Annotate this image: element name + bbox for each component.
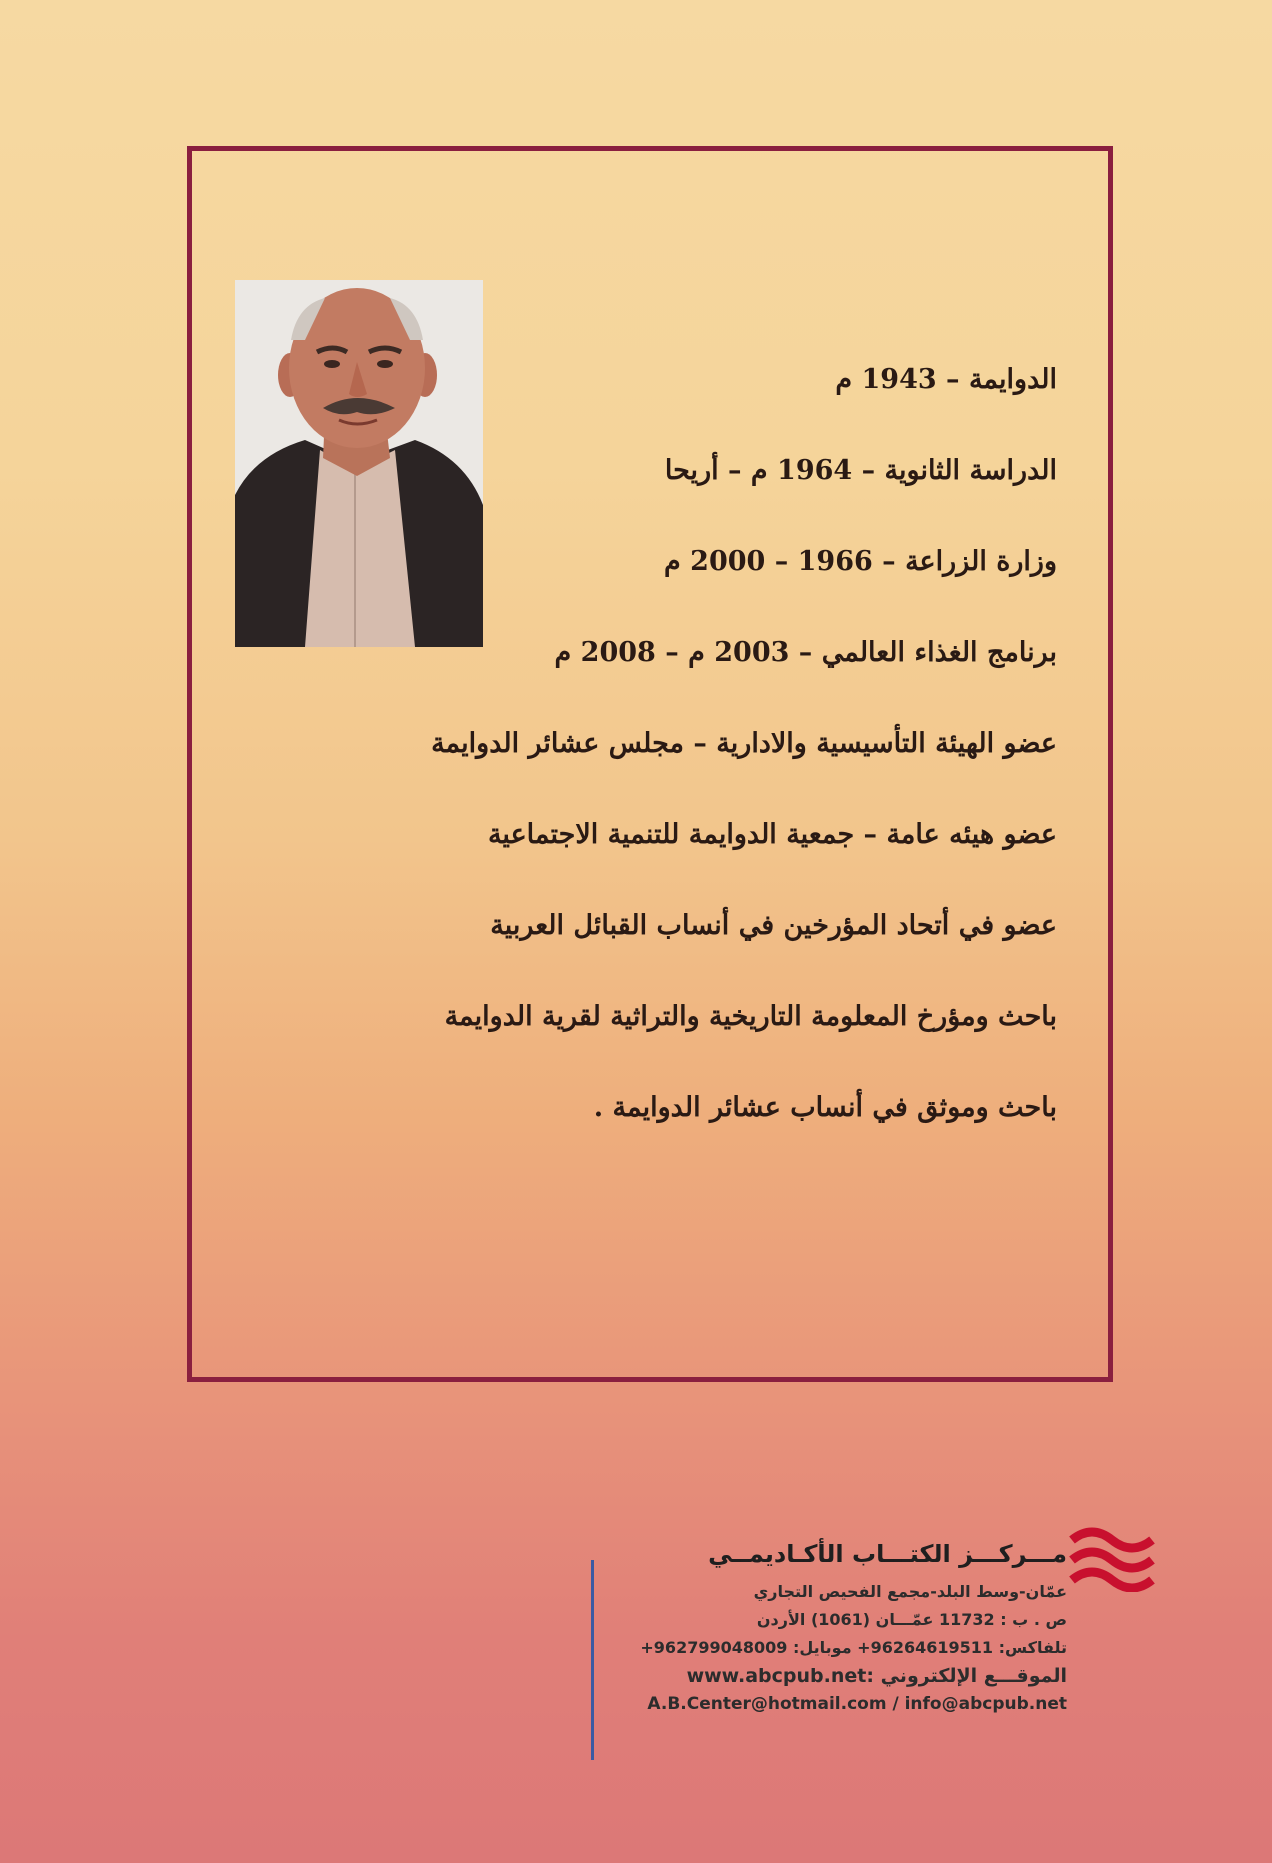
bio-line-society: عضو هيئه عامة – جمعية الدوايمة للتنمية الاجتماعية (487, 819, 1057, 850)
publisher-logo (1068, 1526, 1156, 1592)
bio-line-school: الدراسة الثانوية – 1964 م – أريحا (664, 455, 1057, 486)
bio-line-historians: عضو في أتحاد المؤرخين في أنساب القبائل العربية (490, 910, 1057, 941)
bio-line-genealogy: باحث وموثق في أنساب عشائر الدوايمة . (593, 1092, 1057, 1123)
publisher-name: مـــركـــز الكتـــاب الأكـاديمــي (708, 1540, 1067, 1568)
publisher-address: عمّان-وسط البلد-مجمع الفحيص التجاري (753, 1582, 1067, 1601)
publisher-wave-logo-icon (1068, 1526, 1156, 1592)
publisher-divider (591, 1560, 594, 1760)
publisher-emails: A.B.Center@hotmail.com / info@abcpub.net (647, 1694, 1067, 1714)
publisher-phones: تلفاكس: 96264619511+ موبايل: 962799048009+ (640, 1638, 1067, 1657)
bio-line-birth: الدوايمة – 1943 م (835, 364, 1057, 395)
publisher-info (597, 1540, 1067, 1718)
publisher-website: الموقـــع الإلكتروني :www.abcpub.net (686, 1665, 1067, 1687)
bio-line-researcher: باحث ومؤرخ المعلومة التاريخية والتراثية لقرية الدوايمة (444, 1001, 1057, 1032)
bio-line-ministry: وزارة الزراعة – 1966 – 2000 م (664, 546, 1057, 577)
bio-line-council: عضو الهيئة التأسيسية والادارية – مجلس عشائر الدوايمة (431, 728, 1057, 759)
bio-line-wfp: برنامج الغذاء العالمي – 2003 م – 2008 م (554, 637, 1057, 668)
publisher-pobox: ص . ب : 11732 عمّـــان (1061) الأردن (756, 1610, 1067, 1629)
bio-list (337, 350, 1057, 1169)
